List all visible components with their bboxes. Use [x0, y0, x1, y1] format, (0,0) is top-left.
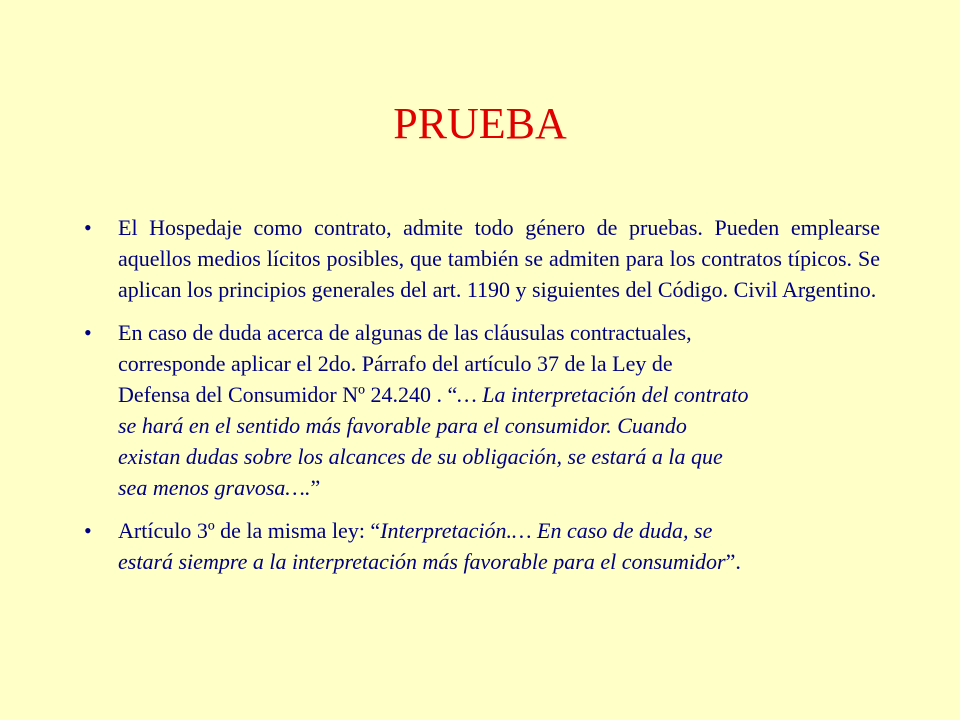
bullet-line-close: ”	[310, 475, 321, 500]
bullet-line	[118, 546, 880, 577]
bullet-line-quote: existan dudas sobre los alcances de su obligación, se estará a la que	[118, 444, 723, 469]
bullet-line-quote: se hará en el sentido más favorable para el consumidor. Cuando	[118, 413, 687, 438]
bullet-line-quote: Interpretación.… En caso de duda, se	[380, 518, 713, 543]
bullet-icon: •	[84, 320, 92, 345]
bullet-item-articulo-3	[82, 515, 880, 577]
bullet-item-duda	[82, 317, 880, 503]
bullet-list	[82, 212, 880, 589]
bullet-line: corresponde aplicar el 2do. Párrafo del artículo 37 de la Ley de	[118, 351, 673, 376]
bullet-icon: •	[84, 215, 92, 240]
bullet-line-plain: Artículo 3º de la misma ley: “	[118, 518, 381, 543]
bullet-item-hospedaje	[82, 212, 880, 305]
bullet-line	[118, 379, 880, 410]
bullet-line	[118, 410, 880, 441]
bullet-line-quote: estará siempre a la interpretación más favorable para el consumidor	[118, 549, 726, 574]
bullet-line	[118, 472, 880, 503]
bullet-line-close: ”.	[725, 549, 741, 574]
bullet-line: En caso de duda acerca de algunas de las cláusulas contractuales,	[118, 320, 692, 345]
slide-title: PRUEBA	[393, 99, 567, 148]
bullet-line	[118, 441, 880, 472]
bullet-text: El Hospedaje como contrato, admite todo género de pruebas. Pueden emplearse aquellos medios lícitos posibles, que también se admiten para los contratos típicos. Se aplican los principios generales del art. 1190 y siguientes del Código. Civil Argentino.	[118, 215, 880, 302]
bullet-icon: •	[84, 518, 92, 543]
bullet-line-quote: sea menos gravosa….	[118, 475, 311, 500]
bullet-line-plain: Defensa del Consumidor Nº 24.240 . “	[118, 382, 458, 407]
bullet-line	[118, 515, 880, 546]
bullet-line-quote: … La interpretación del contrato	[457, 382, 749, 407]
